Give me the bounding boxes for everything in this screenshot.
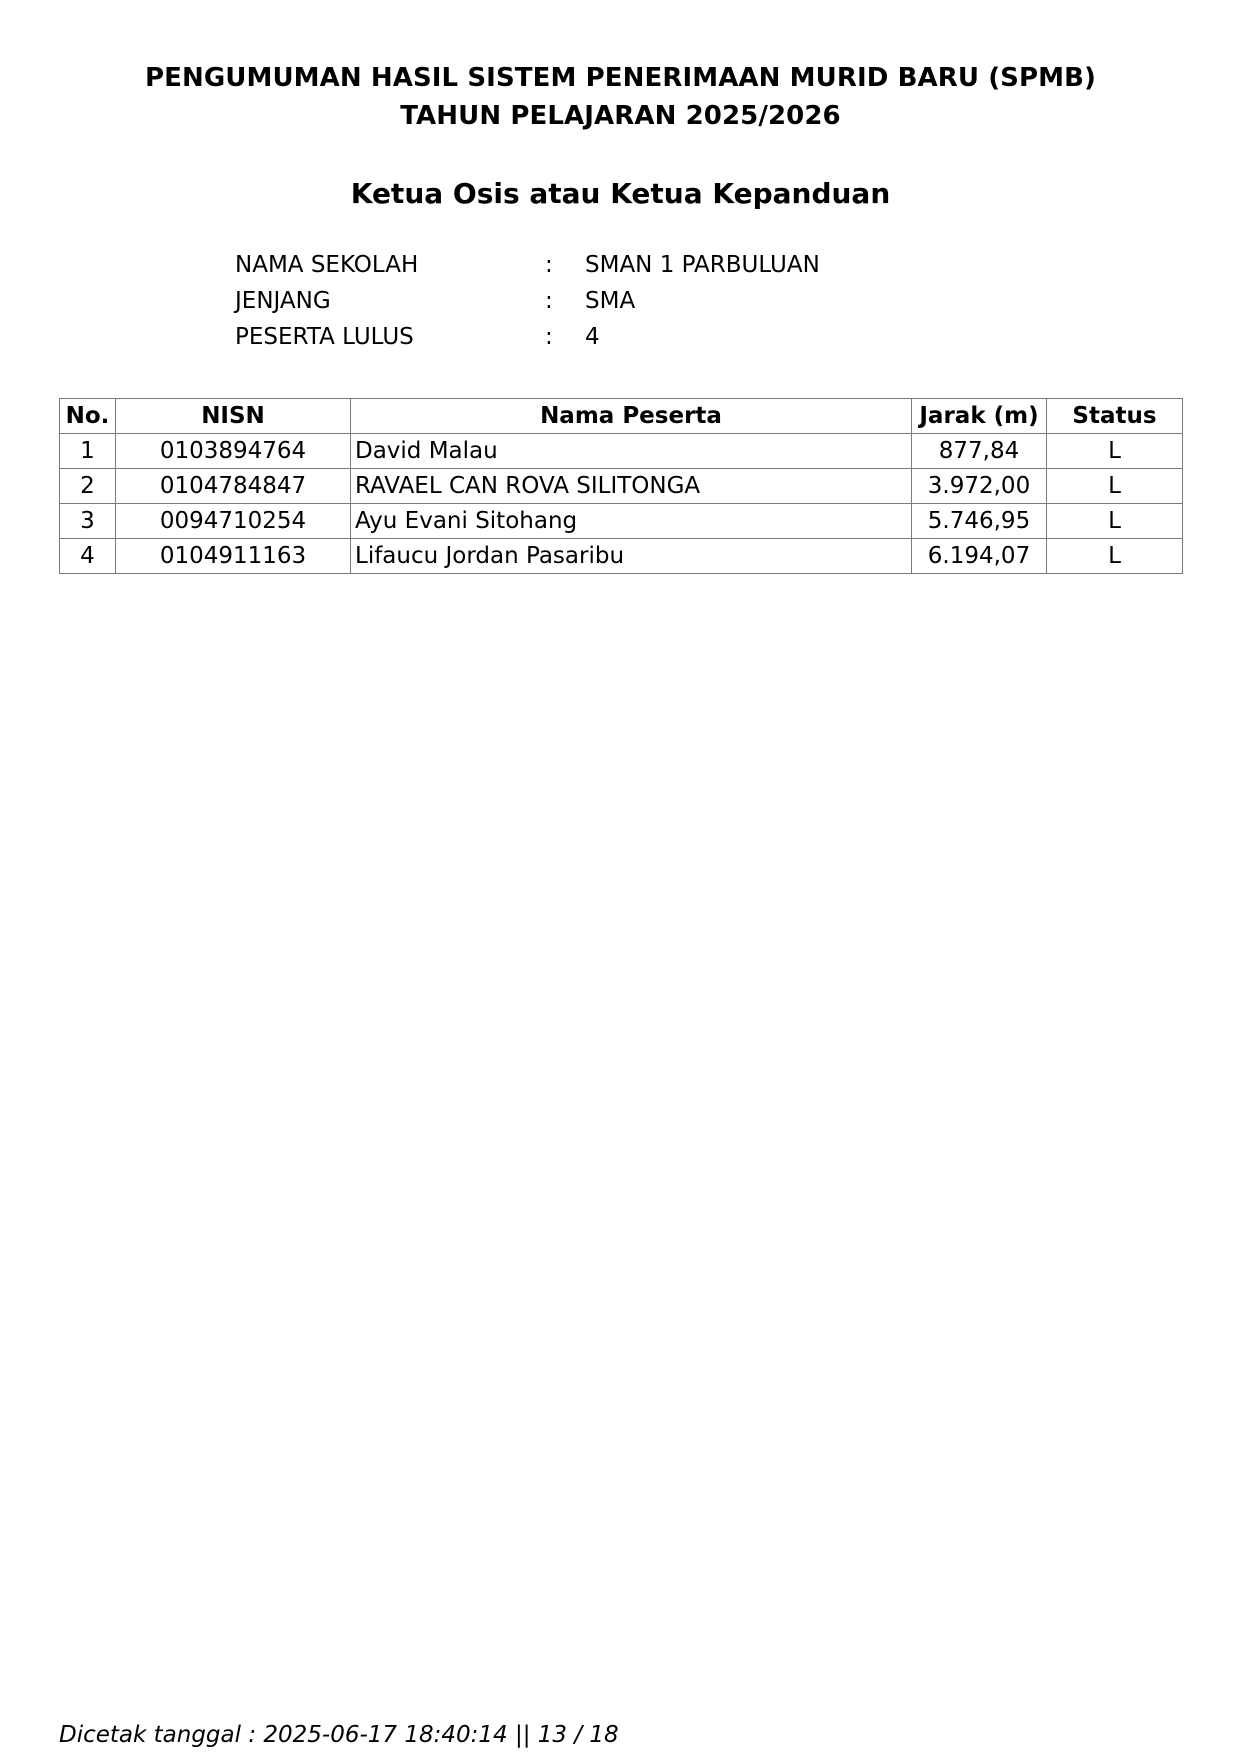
info-label: NAMA SEKOLAH bbox=[235, 252, 419, 278]
cell-distance: 3.972,00 bbox=[912, 469, 1047, 504]
cell-nisn: 0103894764 bbox=[116, 434, 351, 469]
cell-nisn: 0104784847 bbox=[116, 469, 351, 504]
header-nisn: NISN bbox=[116, 399, 351, 434]
cell-no: 4 bbox=[60, 539, 116, 574]
info-value: SMAN 1 PARBULUAN bbox=[585, 252, 820, 278]
info-label: PESERTA LULUS bbox=[235, 324, 414, 350]
info-label: JENJANG bbox=[235, 288, 331, 314]
cell-distance: 5.746,95 bbox=[912, 504, 1047, 539]
header-distance: Jarak (m) bbox=[912, 399, 1047, 434]
info-value: 4 bbox=[585, 324, 600, 350]
info-row-passed bbox=[0, 324, 1241, 358]
table-row bbox=[60, 469, 1183, 504]
info-colon: : bbox=[545, 288, 553, 314]
cell-name: Lifaucu Jordan Pasaribu bbox=[351, 539, 912, 574]
info-colon: : bbox=[545, 324, 553, 350]
header-no: No. bbox=[60, 399, 116, 434]
table-row bbox=[60, 539, 1183, 574]
info-row-level bbox=[0, 288, 1241, 322]
page-subtitle: Ketua Osis atau Ketua Kepanduan bbox=[350, 177, 891, 210]
results-table bbox=[59, 398, 1183, 574]
cell-status: L bbox=[1047, 434, 1183, 469]
cell-no: 2 bbox=[60, 469, 116, 504]
cell-status: L bbox=[1047, 469, 1183, 504]
cell-status: L bbox=[1047, 504, 1183, 539]
cell-distance: 6.194,07 bbox=[912, 539, 1047, 574]
page-title-year: TAHUN PELAJARAN 2025/2026 bbox=[400, 101, 841, 131]
cell-status: L bbox=[1047, 539, 1183, 574]
page-title: PENGUMUMAN HASIL SISTEM PENERIMAAN MURID BARU (SPMB) bbox=[144, 63, 1097, 93]
info-colon: : bbox=[545, 252, 553, 278]
cell-name: David Malau bbox=[351, 434, 912, 469]
cell-name: Ayu Evani Sitohang bbox=[351, 504, 912, 539]
header-name: Nama Peserta bbox=[351, 399, 912, 434]
info-value: SMA bbox=[585, 288, 636, 314]
cell-no: 3 bbox=[60, 504, 116, 539]
cell-name: RAVAEL CAN ROVA SILITONGA bbox=[351, 469, 912, 504]
table-row bbox=[60, 434, 1183, 469]
print-footer: Dicetak tanggal : 2025-06-17 18:40:14 || 13 / 18 bbox=[59, 1722, 619, 1748]
cell-no: 1 bbox=[60, 434, 116, 469]
cell-nisn: 0094710254 bbox=[116, 504, 351, 539]
table-header-row bbox=[60, 399, 1183, 434]
cell-nisn: 0104911163 bbox=[116, 539, 351, 574]
header-status: Status bbox=[1047, 399, 1183, 434]
table-row bbox=[60, 504, 1183, 539]
cell-distance: 877,84 bbox=[912, 434, 1047, 469]
info-row-school bbox=[0, 252, 1241, 286]
